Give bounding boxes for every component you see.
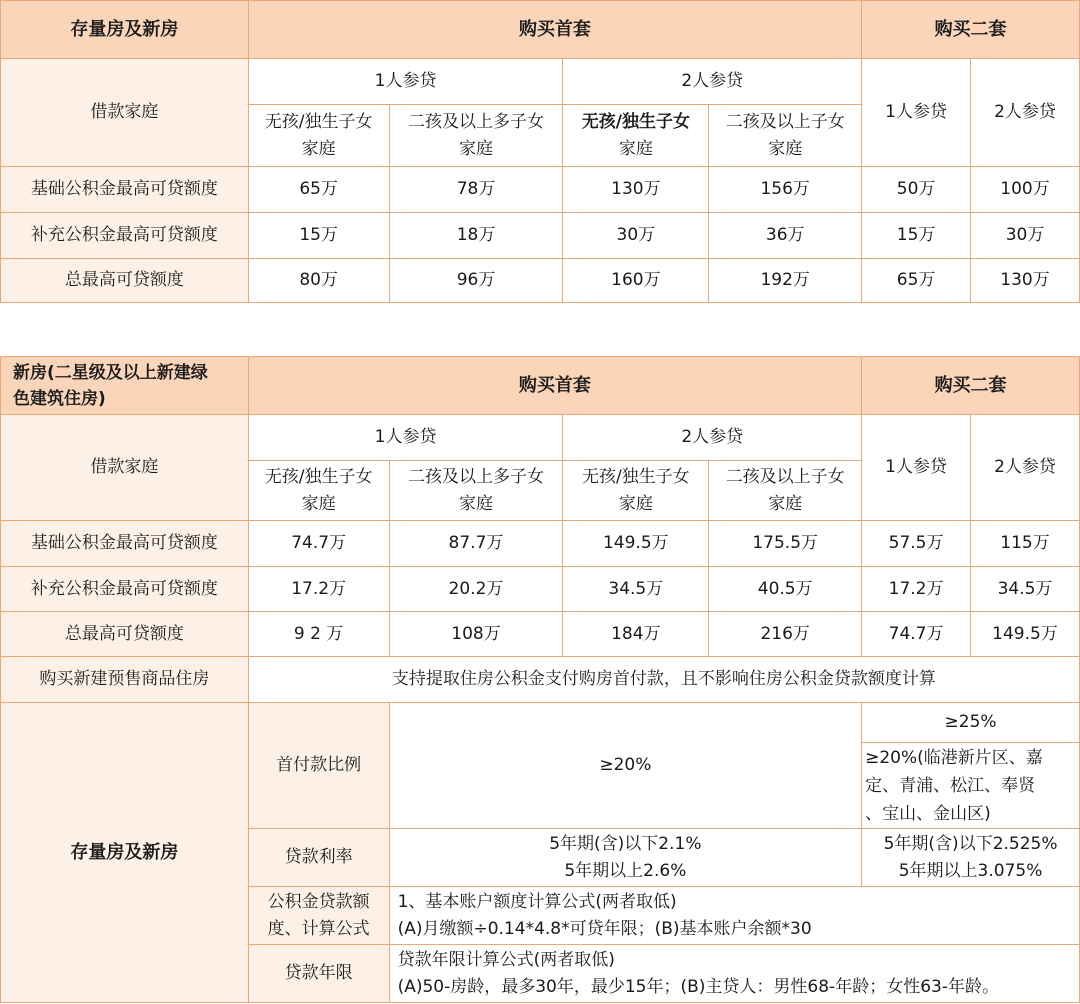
one-person-header: 1人参贷	[248, 415, 563, 461]
cell: 30万	[971, 213, 1080, 259]
second-two-persons-header: 2人参贷	[971, 415, 1080, 521]
row-label: 基础公积金最高可贷额度	[1, 167, 249, 213]
presale-text: 支持提取住房公积金支付购房首付款，且不影响住房公积金贷款额度计算	[248, 657, 1079, 703]
table-row	[1, 259, 1080, 303]
cell: 74.7万	[248, 521, 389, 567]
presale-row	[1, 657, 1080, 703]
cell: 65万	[248, 167, 389, 213]
cell: 57.5万	[862, 521, 971, 567]
formula-text: 1、基本账户额度计算公式(两者取低) (A)月缴额÷0.14*4.8*可贷年限；(B)基本账户余额*30	[389, 887, 1079, 945]
cell: 100万	[971, 167, 1080, 213]
cell: 9 2 万	[248, 612, 389, 657]
down-payment-second-note: ≥20%(临港新片区、嘉 定、青浦、松江、奉贤 、宝山、金山区)	[862, 743, 1080, 829]
down-payment-second: ≥25%	[862, 703, 1080, 743]
table-row	[1, 167, 1080, 213]
row-label: 总最高可贷额度	[1, 612, 249, 657]
cell: 108万	[389, 612, 563, 657]
presale-label: 购买新建预售商品住房	[1, 657, 249, 703]
formula-label: 公积金贷款额 度、计算公式	[248, 887, 389, 945]
down-payment-first: ≥20%	[389, 703, 862, 829]
cell: 50万	[862, 167, 971, 213]
table-row	[1, 521, 1080, 567]
cell: 130万	[971, 259, 1080, 303]
cell: 184万	[563, 612, 709, 657]
cell: 18万	[389, 213, 563, 259]
no-child-header: 无孩/独生子女 家庭	[248, 461, 389, 521]
term-text: 贷款年限计算公式(两者取低) (A)50-房龄，最多30年，最少15年；(B)主贷人：男性68-年龄；女性63-年龄。	[389, 945, 1079, 1003]
two-child-header: 二孩及以上子女 家庭	[709, 461, 862, 521]
borrower-family-label: 借款家庭	[1, 415, 249, 521]
table-row	[1, 612, 1080, 657]
cell: 15万	[862, 213, 971, 259]
second-one-person-header: 1人参贷	[862, 415, 971, 521]
cell: 149.5万	[971, 612, 1080, 657]
row-label: 总最高可贷额度	[1, 259, 249, 303]
cell: 34.5万	[563, 567, 709, 612]
cell: 17.2万	[862, 567, 971, 612]
table-row	[1, 567, 1080, 612]
cell: 30万	[563, 213, 709, 259]
table-title: 存量房及新房	[1, 1, 249, 59]
row-label: 补充公积金最高可贷额度	[1, 213, 249, 259]
cell: 115万	[971, 521, 1080, 567]
cell: 87.7万	[389, 521, 563, 567]
cell: 74.7万	[862, 612, 971, 657]
cell: 20.2万	[389, 567, 563, 612]
cell: 156万	[709, 167, 862, 213]
no-child-header: 无孩/独生子女 家庭	[248, 105, 389, 167]
second-purchase-header: 购买二套	[862, 1, 1080, 59]
two-persons-header: 2人参贷	[563, 415, 862, 461]
cell: 78万	[389, 167, 563, 213]
borrower-family-label: 借款家庭	[1, 59, 249, 167]
term-label: 贷款年限	[248, 945, 389, 1003]
two-persons-header: 2人参贷	[563, 59, 862, 105]
cell: 175.5万	[709, 521, 862, 567]
cell: 15万	[248, 213, 389, 259]
two-child-header: 二孩及以上子女 家庭	[709, 105, 862, 167]
cell: 149.5万	[563, 521, 709, 567]
cell: 216万	[709, 612, 862, 657]
cell: 96万	[389, 259, 563, 303]
table-row	[1, 213, 1080, 259]
loan-limit-table-existing	[0, 0, 1080, 303]
rate-first: 5年期(含)以下2.1% 5年期以上2.6%	[389, 829, 862, 887]
first-purchase-header: 购买首套	[248, 357, 861, 415]
no-child-header-2: 无孩/独生子女 家庭	[563, 461, 709, 521]
loan-limit-table-green	[0, 356, 1080, 1003]
cell: 130万	[563, 167, 709, 213]
cell: 17.2万	[248, 567, 389, 612]
second-one-person-header: 1人参贷	[862, 59, 971, 167]
down-payment-label: 首付款比例	[248, 703, 389, 829]
multi-child-header: 二孩及以上多子女 家庭	[389, 461, 563, 521]
cell: 65万	[862, 259, 971, 303]
second-two-persons-header: 2人参贷	[971, 59, 1080, 167]
cell: 34.5万	[971, 567, 1080, 612]
cell: 192万	[709, 259, 862, 303]
first-purchase-header: 购买首套	[248, 1, 861, 59]
second-purchase-header: 购买二套	[862, 357, 1080, 415]
multi-child-header: 二孩及以上多子女 家庭	[389, 105, 563, 167]
one-person-header: 1人参贷	[248, 59, 563, 105]
section-label: 存量房及新房	[1, 703, 249, 1003]
cell: 160万	[563, 259, 709, 303]
cell: 36万	[709, 213, 862, 259]
rate-label: 贷款利率	[248, 829, 389, 887]
cell: 40.5万	[709, 567, 862, 612]
no-child-header-2: 无孩/独生子女 家庭	[563, 105, 709, 167]
cell: 80万	[248, 259, 389, 303]
row-label: 基础公积金最高可贷额度	[1, 521, 249, 567]
row-label: 补充公积金最高可贷额度	[1, 567, 249, 612]
rate-second: 5年期(含)以下2.525% 5年期以上3.075%	[862, 829, 1080, 887]
table-title: 新房(二星级及以上新建绿 色建筑住房)	[1, 357, 249, 415]
